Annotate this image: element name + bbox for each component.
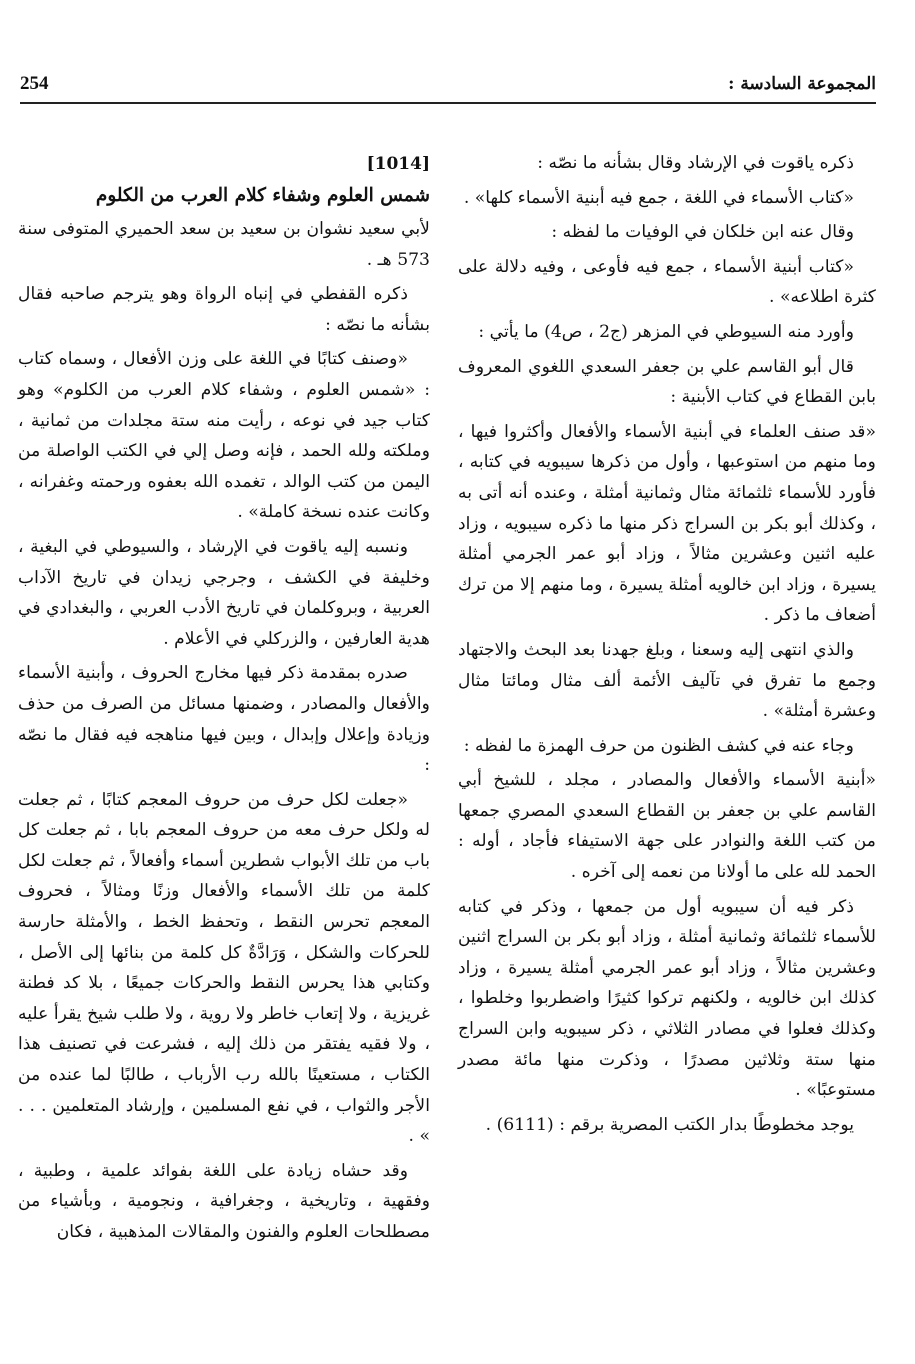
page-number: 254 [20,73,49,94]
page-header [20,66,876,104]
paragraph: «وصنف كتابًا في اللغة على وزن الأفعال ، وسماه كتاب : «شمس العلوم ، وشفاء كلام العرب من الكلوم» وهو كتاب جيد في نوعه ، رأيت منه ستة مجلدات من ثمانية ، وملكته ولله الحمد ، فإنه وصل إلي في الكتب الواصلة من اليمن من كتب الوالد ، تغمده الله بعفوه ورحمته وغفرانه ، وكانت عنده نسخة كاملة» . [18,349,430,523]
paragraph: وقال عنه ابن خلكان في الوفيات ما لفظه : [551,222,854,243]
paragraph: ذكره ياقوت في الإرشاد وقال بشأنه ما نصّه : [537,153,854,173]
paragraph: «أبنية الأسماء والأفعال والمصادر ، مجلد ، للشيخ أبي القاسم علي بن جعفر بن القطاع السعدي المصري جمعها من كتب اللغة والنوادر على جهة الاستيفاء فأجاد ، أوله : الحمد لله على ما أولانا من نعمه إلى آخره . [458,770,876,883]
paragraph: وقد حشاه زيادة على اللغة بفوائد علمية ، وطبية ، وفقهية ، وتاريخية ، وجغرافية ، ونجومية ، وبأشياء من مصطلحات العلوم والفنون والمقالات المذهبية ، فكان [18,1160,430,1242]
paragraph: والذي انتهى إليه وسعنا ، وبلغ جهدنا بعد البحث والاجتهاد وجمع ما تفرق في تآليف الأئمة ألف مثال ومائتا مثال وعشرة أمثلة» . [458,639,876,722]
paragraph: صدره بمقدمة ذكر فيها مخارج الحروف ، وأبنية الأسماء والأفعال والمصادر ، وضمنها مسائل من الصرف من حذف وزيادة وإعلال وإبدال ، وبين فيها مناهجه فيه فقال ما نصّه : [18,663,430,776]
paragraph: يوجد مخطوطًا بدار الكتب المصرية برقم : (6111) . [485,1114,854,1135]
paragraph: قال أبو القاسم علي بن جعفر السعدي اللغوي المعروف بابن القطاع في كتاب الأبنية : [458,356,876,408]
entry-number: [1014] [366,154,430,174]
paragraph: «قد صنف العلماء في أبنية الأسماء والأفعال وأكثروا فيها ، وما منهم من استوعبها ، وأول من ذكرها سيبويه في كتابه ، فأورد للأسماء ثلثمائة مثال وثمانية أمثلة ، وعنده أنه أتى به ، وكذلك أبو بكر بن السراج ذكر منها ما ذكره سيبويه ، وزاد عليه اثنين وعشرين مثالاً ، وزاد أبو عمر الجرمي أمثلة يسيرة ، وزاد ابن خالويه أمثلة يسيرة ، وما منهم إلا من ترك أضعاف ما ذكر . [458,421,876,626]
right-column [458,148,876,1144]
running-head: المجموعة السادسة : [728,74,876,94]
paragraph: وأورد منه السيوطي في المزهر (ج2 ، ص4) ما يأتي : [478,321,854,342]
left-column [18,148,430,1252]
paragraph: «كتاب أبنية الأسماء ، جمع فيه فأوعى ، وفيه دلالة على كثرة اطلاعه» . [458,256,876,308]
paragraph: «كتاب الأسماء في اللغة ، جمع فيه أبنية الأسماء كلها» . [463,187,854,208]
paragraph: وجاء عنه في كشف الظنون من حرف الهمزة ما لفظه : [463,735,854,756]
paragraph: «جعلت لكل حرف من حروف المعجم كتابًا ، ثم جعلت له ولكل حرف معه من حروف المعجم بابا ، ثم جعلت كل باب من تلك الأبواب شطرين أسماء وأفعالاً ، ثم جعلت لكل كلمة من تلك الأسماء والأفعال وزنًا ومثالاً ، فحروف المعجم تحرس النقط ، وتحفظ الخط ، والأمثلة حارسة للحركات والشكل ، وَرَادَّةٌ كل كلمة من بنائها إلى الأصل ، وكتابي هذا يحرس النقط والحركات جميعًا ، بلا كد فطنة غريزية ، ولا إتعاب خاطر ولا روية ، ولا طلب شيخ يقرأ عليه ، ولا فقيه يفتقر من ذلك إليه ، فشرعت في تصنيف هذا الكتاب ، مستعينًا بالله رب الأرباب ، طالبًا لما عنده من الأجر والثواب ، في نفع المسلمين ، وإرشاد المتعلمين . . . » . [18,789,430,1147]
paragraph: ذكره القفطي في إنباه الرواة وهو يترجم صاحبه فقال بشأنه ما نصّه : [18,284,430,335]
paragraph: ذكر فيه أن سيبويه أول من جمعها ، وذكر في كتابه للأسماء ثلثمائة وثمانية أمثلة ، وزاد أبو بكر بن السراج اثنين وعشرين مثالاً ، وزاد أبو عمر الجرمي أمثلة يسيرة ، وزاد كذلك ابن خالويه ، ولكنهم تركوا كثيرًا واضطربوا وخلطوا ، وكذلك فعلوا في مصادر الثلاثي ، ذكر سيبويه وابن السراج منها ستة وثلاثين مصدرًا ، وذكرت منها مائة مصدر مستوعبًا» . [458,896,876,1101]
entry-title: شمس العلوم وشفاء كلام العرب من الكلوم [95,185,430,206]
paragraph: ونسبه إليه ياقوت في الإرشاد ، والسيوطي في البغية ، وخليفة في الكشف ، وجرجي زيدان في تاريخ الآداب العربية ، وبروكلمان في تاريخ الأدب العربي ، والبغدادي في هدية العارفين ، والزركلي في الأعلام . [18,536,430,649]
paragraph: لأبي سعيد نشوان بن سعيد بن سعد الحميري المتوفى سنة 573 هـ . [18,219,430,270]
